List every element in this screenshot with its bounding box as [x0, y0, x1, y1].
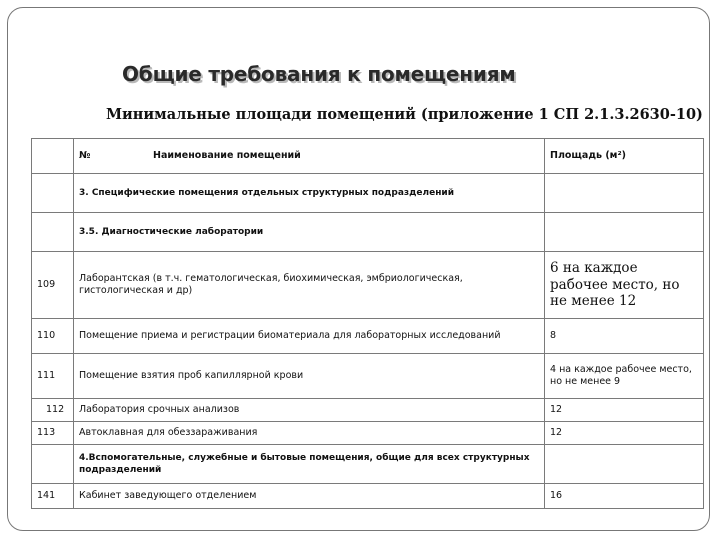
- row-number: 111: [32, 354, 74, 399]
- row-number: 141: [32, 484, 74, 509]
- row-name: Кабинет заведующего отделением: [74, 484, 545, 509]
- row-area: 4 на каждое рабочее место, но не менее 9: [545, 354, 704, 399]
- slide-title: Общие требования к помещениям: [122, 62, 516, 86]
- table-row: [32, 422, 704, 445]
- row-area: [545, 445, 704, 484]
- table-row: [32, 252, 704, 319]
- table-row: [32, 484, 704, 509]
- table-row: [32, 399, 704, 422]
- section-heading: 3. Специфические помещения отдельных структурных подразделений: [79, 187, 455, 198]
- row-area: 12: [545, 399, 704, 422]
- header-area-cell: Площадь (м²): [545, 139, 704, 174]
- section-heading: 3.5. Диагностические лаборатории: [79, 226, 264, 237]
- table-row: [32, 213, 704, 252]
- row-area: [545, 213, 704, 252]
- row-area: 16: [545, 484, 704, 509]
- row-name: [74, 174, 545, 213]
- header-number-cell: [32, 139, 74, 174]
- row-name: Лаборантская (в т.ч. гематологическая, биохимическая, эмбриологическая, гистологическая и др): [74, 252, 545, 319]
- row-area: 6 на каждое рабочее место, но не менее 12: [545, 252, 704, 319]
- row-number: [32, 445, 74, 484]
- header-number-symbol: №: [79, 150, 91, 162]
- table-row: [32, 174, 704, 213]
- slide-subtitle: Минимальные площади помещений (приложение 1 СП 2.1.3.2630-10): [106, 106, 703, 123]
- row-name: Помещение взятия проб капиллярной крови: [74, 354, 545, 399]
- row-area: 8: [545, 319, 704, 354]
- row-name: [74, 213, 545, 252]
- table-row: [32, 445, 704, 484]
- row-number: 110: [32, 319, 74, 354]
- row-name: Автоклавная для обеззараживания: [74, 422, 545, 445]
- row-number: [32, 213, 74, 252]
- row-number: 109: [32, 252, 74, 319]
- table-row: [32, 354, 704, 399]
- row-name: [74, 445, 545, 484]
- header-name-cell: [74, 139, 545, 174]
- row-name: Помещение приема и регистрации биоматериала для лабораторных исследований: [74, 319, 545, 354]
- requirements-table: [31, 138, 704, 509]
- row-number: [32, 174, 74, 213]
- row-name: Лаборатория срочных анализов: [74, 399, 545, 422]
- row-area: [545, 174, 704, 213]
- table-row: [32, 319, 704, 354]
- row-number: 113: [32, 422, 74, 445]
- row-number: 112: [32, 399, 74, 422]
- header-name-label: Наименование помещений: [153, 150, 301, 162]
- table-header-row: [32, 139, 704, 174]
- section-heading: 4.Вспомогательные, служебные и бытовые помещения, общие для всех структурных подразделений: [79, 452, 530, 475]
- row-area: 12: [545, 422, 704, 445]
